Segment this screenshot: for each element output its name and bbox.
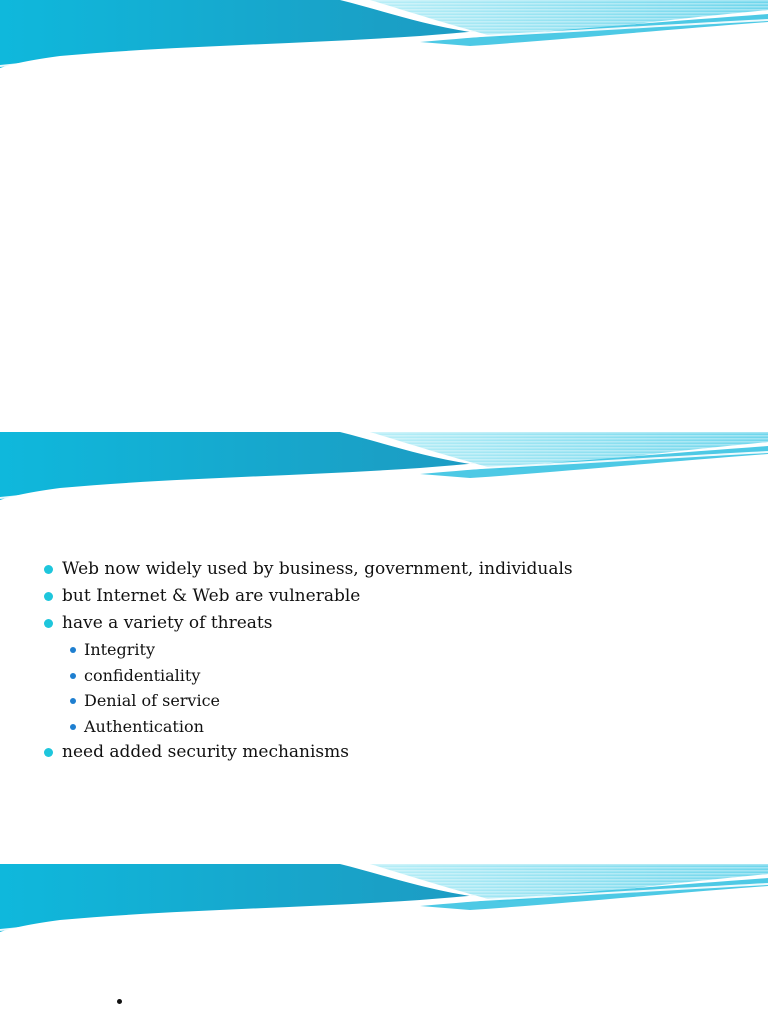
sub-bullet-item: [44, 637, 573, 663]
sub-bullet-dot-icon: [70, 647, 76, 653]
sub-bullet-dot-icon: [70, 698, 76, 704]
bullet-text: but Internet & Web are vulnerable: [62, 586, 361, 606]
wave-banner: [0, 864, 768, 944]
sub-bullet-group: [44, 637, 573, 739]
bullet-dot-icon: [117, 999, 122, 1004]
bullet-item: [44, 556, 573, 583]
sub-bullet-item: [44, 663, 573, 689]
sub-bullet-list: [44, 637, 573, 739]
sub-bullet-dot-icon: [70, 673, 76, 679]
slide-1: [0, 0, 768, 432]
bullet-dot-icon: [44, 619, 53, 628]
slide-3: [0, 864, 768, 1024]
sub-bullet-text: Integrity: [84, 640, 155, 659]
sub-bullet-text: Denial of service: [84, 691, 221, 710]
bullet-item: [44, 610, 573, 637]
bullet-item: [44, 739, 573, 766]
slide-2: [0, 432, 768, 864]
bullet-text: have a variety of threats: [62, 613, 273, 633]
wave-banner: [0, 0, 768, 80]
sub-bullet-dot-icon: [70, 724, 76, 730]
bullet-dot-icon: [44, 748, 53, 757]
bullet-dot-icon: [44, 565, 53, 574]
bullet-text: need added security mechanisms: [62, 742, 349, 762]
bullet-list: [44, 556, 573, 766]
sub-bullet-item: [44, 714, 573, 740]
sub-bullet-item: [44, 688, 573, 714]
bullet-text: Web now widely used by business, government, individuals: [62, 559, 573, 579]
bullet-item: [44, 583, 573, 610]
bullet-dot-icon: [44, 592, 53, 601]
wave-banner: [0, 432, 768, 512]
sub-bullet-text: Authentication: [84, 716, 204, 736]
sub-bullet-text: confidentiality: [84, 665, 201, 685]
